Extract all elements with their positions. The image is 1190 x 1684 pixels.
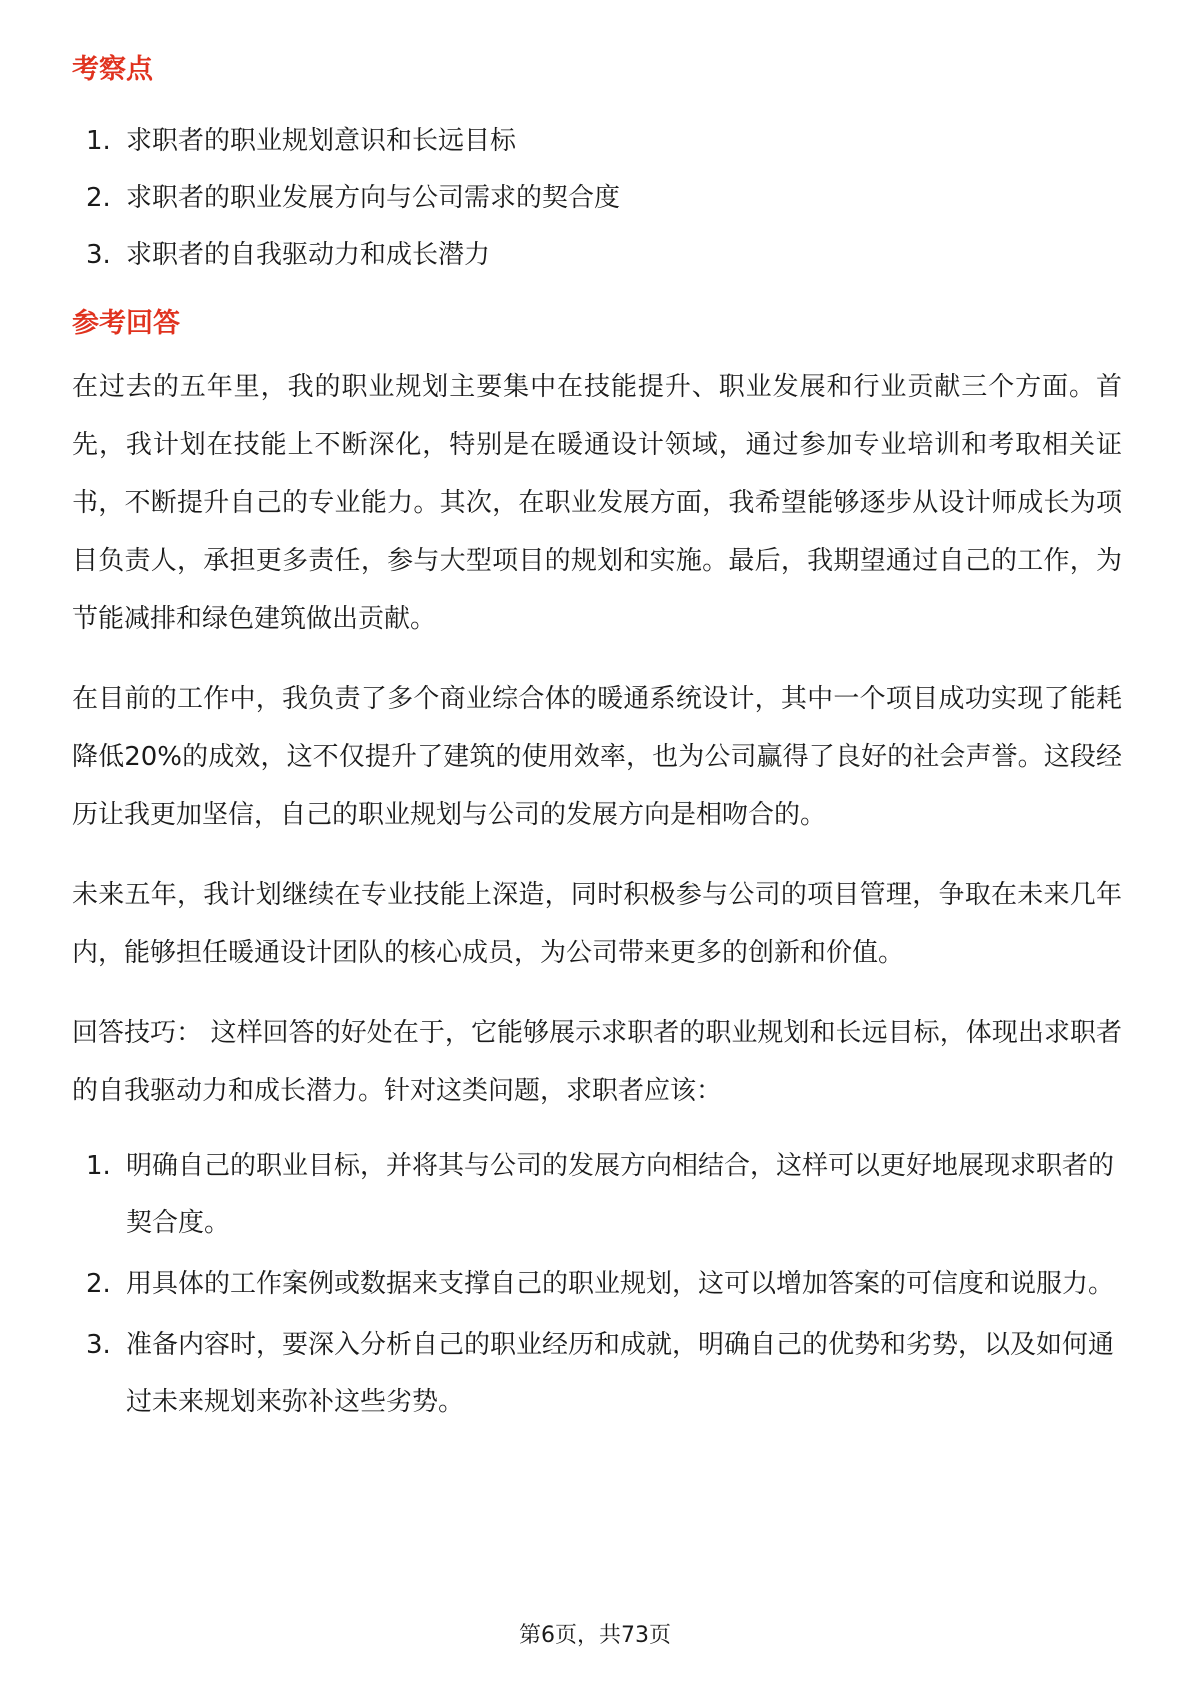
section-title-exam-points: 考察点 — [72, 54, 153, 85]
answer-paragraph-1: 在过去的五年里，我的职业规划主要集中在技能提升、职业发展和行业贡献三个方面。首先，我计划在技能上不断深化，特别是在暖通设计领域，通过参加专业培训和考取相关证书，不断提升自己的专业能力。其次，在职业发展方面，我希望能够逐步从设计师成长为项目负责人，承担更多责任，参与大型项目的规划和实施。最后，我期望通过自己的工作，为节能减排和绿色建筑做出贡献。 — [72, 372, 1122, 634]
answer-tips-intro: 回答技巧： 这样回答的好处在于，它能够展示求职者的职业规划和长远目标，体现出求职者的自我驱动力和成长潜力。针对这类问题，求职者应该： — [72, 1018, 1122, 1106]
tips-list — [72, 1138, 1122, 1431]
list-item: 3. 求职者的自我驱动力和成长潜力 — [86, 240, 491, 270]
section-title-reference-answer: 参考回答 — [72, 308, 180, 339]
answer-paragraph-2: 在目前的工作中，我负责了多个商业综合体的暖通系统设计，其中一个项目成功实现了能耗降低20%的成效，这不仅提升了建筑的使用效率，也为公司赢得了良好的社会声誉。这段经历让我更加坚信，自己的职业规划与公司的发展方向是相吻合的。 — [72, 684, 1122, 830]
list-item: 1. 明确自己的职业目标，并将其与公司的发展方向相结合，这样可以更好地展现求职者的契合度。 — [86, 1151, 1115, 1238]
list-item: 1. 求职者的职业规划意识和长远目标 — [86, 126, 517, 156]
page-number: 第6页，共73页 — [519, 1623, 671, 1648]
list-item: 2. 用具体的工作案例或数据来支撑自己的职业规划，这可以增加答案的可信度和说服力。 — [86, 1269, 1115, 1299]
answer-paragraph-3: 未来五年，我计划继续在专业技能上深造，同时积极参与公司的项目管理，争取在未来几年内，能够担任暖通设计团队的核心成员，为公司带来更多的创新和价值。 — [72, 880, 1122, 968]
exam-points-list — [72, 113, 1122, 284]
list-item: 2. 求职者的职业发展方向与公司需求的契合度 — [86, 183, 621, 213]
list-item: 3. 准备内容时，要深入分析自己的职业经历和成就，明确自己的优势和劣势，以及如何通过未来规划来弥补这些劣势。 — [86, 1330, 1115, 1417]
page-content — [72, 50, 1122, 1431]
